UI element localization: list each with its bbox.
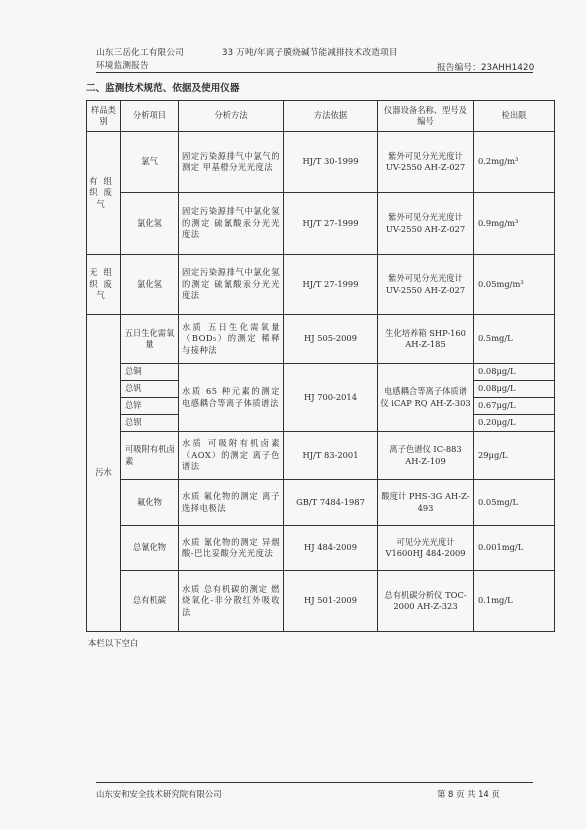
methods-table bbox=[86, 100, 555, 632]
limit-cell: 0.05mg/L bbox=[474, 480, 555, 526]
limit-cell: 0.20μg/L bbox=[474, 415, 555, 432]
header-category: 样品类别 bbox=[87, 101, 121, 132]
instrument-cell: 生化培养箱 SHP-160 AH-Z-185 bbox=[378, 315, 474, 364]
category-unorganized: 无组织废气 bbox=[87, 255, 121, 315]
basis-cell: GB/T 7484-1987 bbox=[284, 480, 378, 526]
header-rule bbox=[96, 72, 533, 73]
item-cell: 总铜 bbox=[121, 364, 179, 381]
method-cell: 固定污染源排气中氯化氢的测定 硫氰酸汞分光光度法 bbox=[179, 255, 284, 315]
item-cell: 总氰化物 bbox=[121, 526, 179, 571]
header-basis: 方法依据 bbox=[284, 101, 378, 132]
basis-cell: HJ/T 83-2001 bbox=[284, 432, 378, 480]
table-row bbox=[87, 193, 555, 255]
table-row bbox=[87, 364, 555, 381]
limit-cell: 0.67μg/L bbox=[474, 398, 555, 415]
method-cell: 水质 氟化物的测定 离子选择电极法 bbox=[179, 480, 284, 526]
method-cell: 固定污染源排气中氯化氢的测定 硫氰酸汞分光光度法 bbox=[179, 193, 284, 255]
item-cell: 总钒 bbox=[121, 381, 179, 398]
method-cell: 水质 65 种元素的测定 电感耦合等离子体质谱法 bbox=[179, 364, 284, 432]
item-cell: 氟化物 bbox=[121, 480, 179, 526]
basis-cell: HJ 501-2009 bbox=[284, 571, 378, 632]
method-cell: 水质 总有机碳的测定 燃烧氧化-非分散红外吸收法 bbox=[179, 571, 284, 632]
method-cell: 固定污染源排气中氯气的测定 甲基橙分光光度法 bbox=[179, 132, 284, 193]
limit-cell: 0.001mg/L bbox=[474, 526, 555, 571]
limit-cell: 0.08μg/L bbox=[474, 364, 555, 381]
item-cell: 氯气 bbox=[121, 132, 179, 193]
document-type: 环境监测报告 bbox=[96, 61, 149, 71]
item-cell: 总锌 bbox=[121, 398, 179, 415]
limit-cell: 29μg/L bbox=[474, 432, 555, 480]
basis-cell: HJ 700-2014 bbox=[284, 364, 378, 432]
item-cell: 氯化氢 bbox=[121, 193, 179, 255]
section-title: 二、监测技术规范、依据及使用仪器 bbox=[86, 83, 240, 94]
institute-name: 山东安和安全技术研究院有限公司 bbox=[96, 789, 222, 799]
table-row bbox=[87, 255, 555, 315]
table-header-row bbox=[87, 101, 555, 132]
table-row bbox=[87, 571, 555, 632]
limit-cell: 0.1mg/L bbox=[474, 571, 555, 632]
table-row bbox=[87, 432, 555, 480]
basis-cell: HJ 484-2009 bbox=[284, 526, 378, 571]
table-row bbox=[87, 315, 555, 364]
basis-cell: HJ/T 30-1999 bbox=[284, 132, 378, 193]
table-row bbox=[87, 526, 555, 571]
instrument-cell: 电感耦合等离子体质谱仪 iCAP RQ AH-Z-303 bbox=[378, 364, 474, 432]
method-cell: 水质 五日生化需氧量（BOD₅）的测定 稀释与接种法 bbox=[179, 315, 284, 364]
header-instrument: 仪器设备名称、型号及编号 bbox=[378, 101, 474, 132]
item-cell: 五日生化需氧量 bbox=[121, 315, 179, 364]
table-row bbox=[87, 132, 555, 193]
category-water: 污水 bbox=[87, 315, 121, 632]
table-row bbox=[87, 480, 555, 526]
page-number: 第 8 页 共 14 页 bbox=[437, 789, 500, 799]
instrument-cell: 可见分光光度计 V1600HJ 484-2009 bbox=[378, 526, 474, 571]
report-number: 报告编号：23AHH1420 bbox=[437, 63, 535, 73]
item-cell: 总有机碳 bbox=[121, 571, 179, 632]
instrument-cell: 酸度计 PHS-3G AH-Z-493 bbox=[378, 480, 474, 526]
basis-cell: HJ/T 27-1999 bbox=[284, 193, 378, 255]
limit-cell: 0.08μg/L bbox=[474, 381, 555, 398]
method-cell: 水质 氰化物的测定 异烟酸-巴比妥酸分光光度法 bbox=[179, 526, 284, 571]
basis-cell: HJ/T 27-1999 bbox=[284, 255, 378, 315]
category-organized: 有组织废气 bbox=[87, 132, 121, 255]
company-name: 山东三岳化工有限公司 bbox=[96, 48, 184, 58]
limit-cell: 0.5mg/L bbox=[474, 315, 555, 364]
project-name: 33 万吨/年离子膜烧碱节能减排技术改造项目 bbox=[222, 48, 398, 58]
header-item: 分析项目 bbox=[121, 101, 179, 132]
item-cell: 总钡 bbox=[121, 415, 179, 432]
instrument-cell: 紫外可见分光光度计 UV-2550 AH-Z-027 bbox=[378, 193, 474, 255]
header-limit: 检出限 bbox=[474, 101, 555, 132]
header-method: 分析方法 bbox=[179, 101, 284, 132]
item-cell: 可吸附有机卤素 bbox=[121, 432, 179, 480]
method-cell: 水质 可吸附有机卤素（AOX）的测定 离子色谱法 bbox=[179, 432, 284, 480]
limit-cell: 0.9mg/m³ bbox=[474, 193, 555, 255]
blank-note: 本栏以下空白 bbox=[88, 638, 139, 648]
basis-cell: HJ 505-2009 bbox=[284, 315, 378, 364]
item-cell: 氯化氢 bbox=[121, 255, 179, 315]
instrument-cell: 紫外可见分光光度计 UV-2550 AH-Z-027 bbox=[378, 255, 474, 315]
instrument-cell: 总有机碳分析仪 TOC-2000 AH-Z-323 bbox=[378, 571, 474, 632]
limit-cell: 0.2mg/m³ bbox=[474, 132, 555, 193]
limit-cell: 0.05mg/m³ bbox=[474, 255, 555, 315]
instrument-cell: 紫外可见分光光度计 UV-2550 AH-Z-027 bbox=[378, 132, 474, 193]
instrument-cell: 离子色谱仪 IC-883 AH-Z-109 bbox=[378, 432, 474, 480]
footer-rule bbox=[96, 782, 533, 783]
